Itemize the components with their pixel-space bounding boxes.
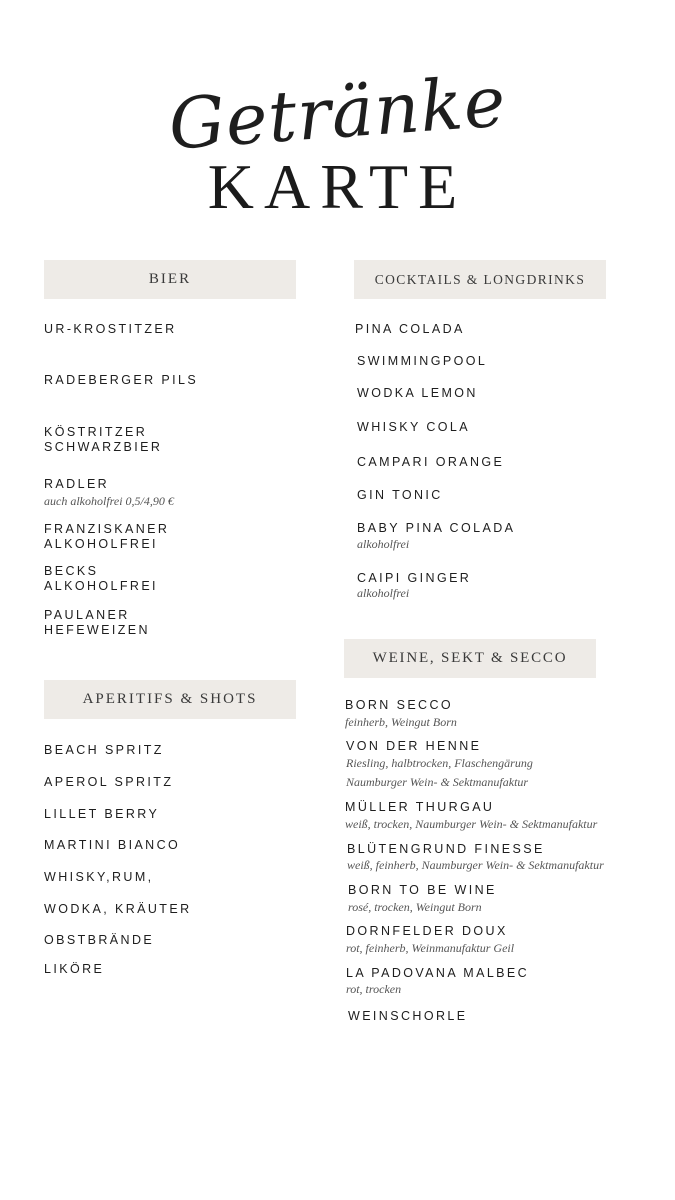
- list-item: BLÜTENGRUND FINESSE: [347, 842, 545, 856]
- section-header-label: WEINE, SEKT & SECCO: [372, 650, 568, 666]
- item-note: weiß, trocken, Naumburger Wein- & Sektmanufaktur: [345, 817, 598, 831]
- list-item: CAMPARI ORANGE: [357, 455, 505, 469]
- section-header-cocktails: [354, 260, 606, 299]
- list-item: LIKÖRE: [44, 962, 105, 976]
- list-item: WEINSCHORLE: [348, 1009, 468, 1023]
- list-item: LA PADOVANA MALBEC: [346, 966, 530, 980]
- list-item: DORNFELDER DOUX: [346, 924, 508, 938]
- list-item: MÜLLER THURGAU: [345, 800, 495, 814]
- list-item: UR-KROSTITZER: [44, 322, 177, 336]
- item-note: rot, feinherb, Weinmanufaktur Geil: [346, 941, 515, 955]
- list-item: BECKS ALKOHOLFREI: [44, 564, 158, 593]
- item-note: feinherb, Weingut Born: [345, 715, 457, 729]
- item-note: alkoholfrei: [357, 537, 410, 551]
- item-note: auch alkoholfrei 0,5/4,90 €: [44, 494, 174, 508]
- item-note: rot, trocken: [346, 982, 402, 996]
- list-item: BORN SECCO: [345, 698, 454, 712]
- list-item: FRANZISKANER ALKOHOLFREI: [44, 522, 170, 551]
- list-item: RADLER: [44, 477, 110, 491]
- item-note: alkoholfrei: [357, 586, 410, 600]
- list-item: OBSTBRÄNDE: [44, 933, 155, 947]
- list-item: CAIPI GINGER: [357, 571, 472, 585]
- section-header-aperitifs: [44, 680, 296, 719]
- section-header-label: BIER: [148, 271, 192, 287]
- list-item: GIN TONIC: [357, 488, 443, 502]
- list-item: BORN TO BE WINE: [348, 883, 497, 897]
- list-item: RADEBERGER PILS: [44, 373, 199, 387]
- section-header-label: COCKTAILS & LONGDRINKS: [374, 271, 586, 287]
- list-item: VON DER HENNE: [346, 739, 482, 753]
- section-header-label: APERITIFS & SHOTS: [82, 691, 258, 707]
- section-header-bier: [44, 260, 296, 299]
- list-item: SWIMMINGPOOL: [357, 354, 488, 368]
- list-item: PINA COLADA: [355, 322, 465, 336]
- list-item: APEROL SPRITZ: [44, 775, 174, 789]
- list-item: WHISKY,RUM,: [44, 870, 154, 884]
- item-note: Riesling, halbtrocken, Flaschengärung: [346, 756, 533, 770]
- title-main: KARTE: [207, 151, 468, 222]
- item-note: weiß, feinherb, Naumburger Wein- & Sektmanufaktur: [347, 858, 604, 872]
- list-item: WODKA LEMON: [357, 386, 478, 400]
- list-item: LILLET BERRY: [44, 807, 160, 821]
- list-item: MARTINI BIANCO: [44, 838, 181, 852]
- title-script: Getränke: [166, 60, 509, 166]
- list-item: BABY PINA COLADA: [357, 521, 516, 535]
- item-note: rosé, trocken, Weingut Born: [348, 900, 482, 914]
- list-item: KÖSTRITZER SCHWARZBIER: [44, 425, 163, 454]
- section-header-weine: [344, 639, 596, 678]
- list-item: WODKA, KRÄUTER: [44, 902, 192, 916]
- item-note: Naumburger Wein- & Sektmanufaktur: [346, 775, 529, 789]
- list-item: WHISKY COLA: [357, 420, 470, 434]
- list-item: BEACH SPRITZ: [44, 743, 164, 757]
- list-item: PAULANER HEFEWEIZEN: [44, 608, 150, 637]
